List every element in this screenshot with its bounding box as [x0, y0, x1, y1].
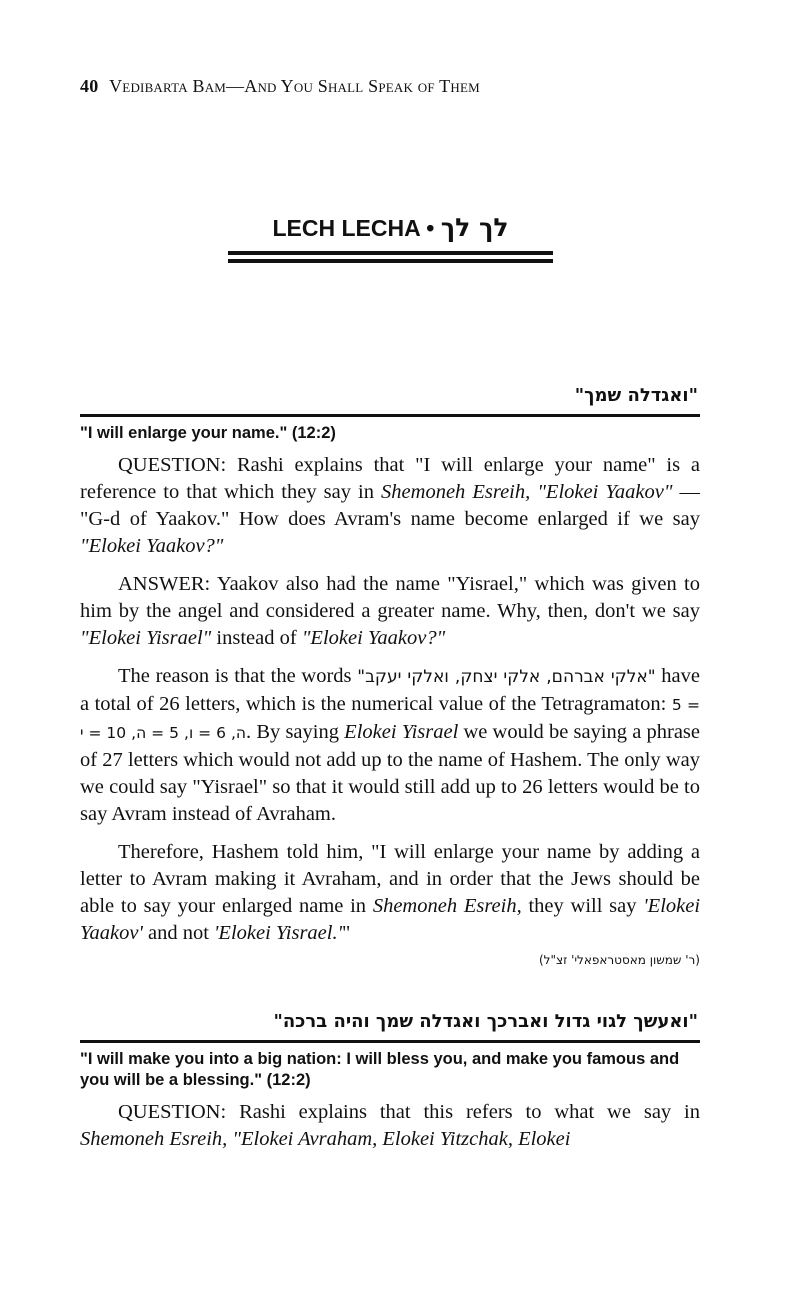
section-hebrew-heading: "ואעשך לגוי גדול ואברכך ואגדלה שמך והיה ברכה" — [273, 1011, 698, 1032]
chapter-rule-top — [228, 251, 553, 255]
paragraph-question: QUESTION: Rashi explains that "I will enlarge your name" is a reference to that which they say in Shemoneh Esreih, "Elokei Yaakov" — "G-d of Yaakov." How does Avram's name become enlarged if we say "Elokei Yaakov?" — [80, 454, 701, 557]
hebrew-phrase: "אלקי אברהם, אלקי יצחק, ואלקי יעקב" — [357, 667, 656, 687]
chapter-title-english: LECH LECHA — [272, 215, 420, 241]
section-big-nation — [80, 1010, 700, 1153]
paragraph-answer: ANSWER: Yaakov also had the name "Yisrael," which was given to him by the angel and considered a greater name. Why, then, don't we say "Elokei Yisrael" instead of "Elokei Yaakov?" — [80, 573, 700, 649]
section-english-heading: "I will enlarge your name." (12:2) — [80, 424, 336, 442]
page-number: 40 — [80, 76, 99, 96]
section-english-heading: "I will make you into a big nation: I will bless you, and make you famous and you will be a blessing." (12:2) — [80, 1050, 680, 1089]
section-enlarge-name — [80, 384, 700, 967]
section-rule — [80, 414, 700, 417]
chapter-rule-bottom — [228, 259, 553, 263]
chapter-title — [228, 214, 553, 242]
paragraph-reason: The reason is that the words "אלקי אברהם, אלקי יצחק, ואלקי יעקב" have a total of 26 letters, which is the numerical value of the Tetragramaton: 5 = ה, 6 = ו, 5 = ה, 10 = י. By saying Elokei Yisrael we would be saying a phrase of 27 letters which would not add up to the name of Hashem. The only way we could say "Yisrael" so that it would still add up to 26 letters would be to say Avram instead of Avraham. — [80, 665, 701, 825]
source-citation: (ר' שמשון מאסטראפאלי' זצ"ל) — [538, 953, 700, 967]
section-rule — [80, 1040, 700, 1043]
paragraph-conclusion: Therefore, Hashem told him, "I will enlarge your name by adding a letter to Avram making it Avraham, and in order that the Jews should be able to say your enlarged name in Shemoneh Esreih, they will say 'Elokei Yaakov' and not 'Elokei Yisrael.'" — [80, 841, 701, 944]
chapter-title-hebrew: לך לך — [440, 213, 509, 242]
book-title: Vedibarta Bam—And You Shall Speak of Them — [109, 76, 480, 96]
chapter-title-separator: • — [426, 215, 435, 241]
running-head — [80, 76, 480, 97]
section-hebrew-heading: "ואגדלה שמך" — [574, 385, 698, 406]
paragraph-question: QUESTION: Rashi explains that this refers to what we say in Shemoneh Esreih, "Elokei Avraham, Elokei Yitzchak, Elokei — [80, 1101, 700, 1150]
chapter-heading — [228, 214, 553, 263]
gematria-values: 5 = ה, 6 = ו, 5 = ה, 10 = י — [80, 696, 700, 742]
